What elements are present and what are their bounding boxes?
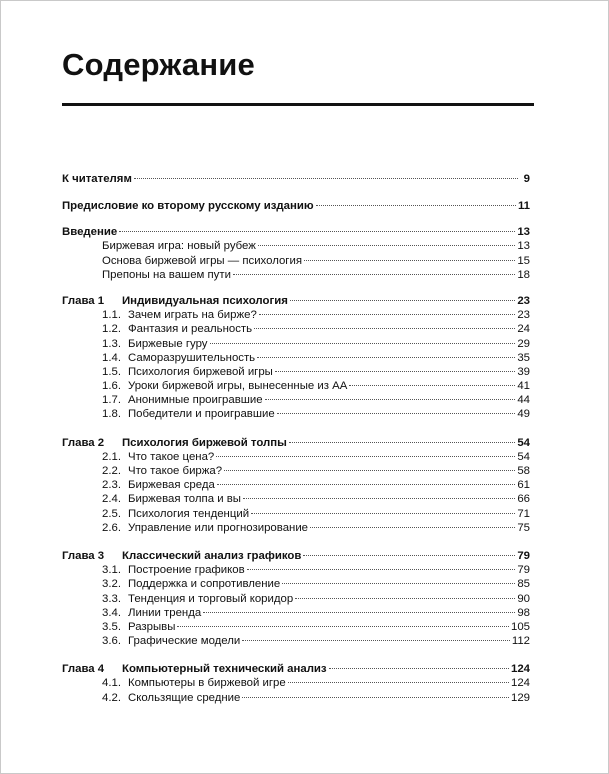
section-number: 3.1. — [102, 564, 121, 577]
dot-leader — [224, 469, 515, 471]
section-number: 1.5. — [102, 365, 121, 378]
toc-entry-page: 124 — [510, 677, 530, 690]
title-rule — [62, 103, 534, 106]
section-number: 3.3. — [102, 592, 121, 605]
toc-entry-label: Фантазия и реальность — [128, 323, 253, 336]
toc-entry-label: Управление или прогнозирование — [128, 521, 309, 534]
dot-leader — [242, 696, 509, 698]
toc-chapter-1[interactable] — [62, 294, 530, 308]
toc-chapter-4[interactable] — [62, 662, 530, 676]
section-number: 4.2. — [102, 691, 121, 704]
toc-entry-label: Компьютеры в биржевой игре — [128, 677, 286, 690]
dot-leader — [277, 412, 516, 414]
section-number: 2.4. — [102, 493, 121, 506]
toc-entry-page: 39 — [517, 365, 530, 378]
section-number: 2.2. — [102, 465, 121, 477]
dot-leader — [247, 568, 516, 570]
toc-subentry[interactable] — [62, 507, 530, 521]
toc-entry-label: Биржевая среда — [128, 479, 215, 492]
toc-entry-page: 90 — [517, 592, 530, 605]
dot-leader — [210, 342, 516, 344]
toc-entry-page: 85 — [517, 578, 530, 591]
dot-leader — [349, 384, 515, 386]
toc-entry-label: Зачем играть на бирже? — [128, 309, 257, 322]
table-of-contents — [62, 172, 530, 705]
dot-leader — [203, 611, 515, 613]
toc-subentry[interactable] — [62, 577, 530, 591]
toc-entry-preface[interactable] — [62, 199, 530, 213]
dot-leader — [254, 327, 515, 329]
toc-subentry[interactable] — [62, 592, 530, 606]
toc-entry-page: 13 — [517, 240, 530, 253]
toc-entry-label: Введение — [62, 226, 118, 239]
toc-entry-label: Классический анализ графиков — [122, 549, 302, 562]
toc-subentry[interactable] — [62, 268, 530, 282]
toc-entry-page: 79 — [517, 549, 530, 562]
dot-leader — [289, 441, 515, 443]
dot-leader — [310, 526, 515, 528]
dot-leader — [288, 681, 509, 683]
dot-leader — [216, 455, 515, 457]
toc-entry-page: 79 — [517, 564, 530, 577]
toc-entry-label: К читателям — [62, 173, 132, 185]
toc-subentry[interactable] — [62, 620, 530, 634]
toc-subentry[interactable] — [62, 492, 530, 506]
dot-leader — [282, 582, 515, 584]
toc-entry-page: 35 — [517, 351, 530, 364]
toc-entry-page: 44 — [517, 394, 530, 407]
toc-entry-page: 29 — [517, 337, 530, 350]
toc-entry-label: Биржевая игра: новый рубеж — [102, 240, 256, 253]
toc-subentry[interactable] — [62, 407, 530, 421]
toc-entry-page: 105 — [510, 620, 530, 633]
section-number: 3.6. — [102, 635, 121, 648]
section-number: 1.7. — [102, 394, 121, 407]
dot-leader — [134, 177, 518, 179]
toc-entry-label: Биржевая толпа и вы — [128, 493, 241, 506]
toc-entry-label: Саморазрушительность — [128, 351, 256, 364]
toc-entry-page: 24 — [517, 323, 530, 336]
toc-entry-label: Психология биржевой игры — [128, 365, 273, 378]
toc-chapter-2[interactable] — [62, 436, 530, 450]
section-number: 3.2. — [102, 578, 121, 591]
toc-entry-label: Уроки биржевой игры, вынесенные из АА — [128, 380, 348, 393]
toc-entry-page: 41 — [517, 380, 530, 393]
toc-entry-page: 13 — [517, 226, 530, 239]
section-number: 3.4. — [102, 606, 121, 619]
toc-subentry[interactable] — [62, 676, 530, 690]
dot-leader — [258, 244, 515, 246]
dot-leader — [119, 230, 515, 232]
toc-subentry[interactable] — [62, 379, 530, 393]
toc-entry-page: 9 — [523, 173, 530, 185]
dot-leader — [295, 597, 515, 599]
toc-entry-label: Линии тренда — [128, 606, 202, 619]
toc-subentry[interactable] — [62, 308, 530, 322]
toc-entry-page: 18 — [517, 268, 530, 281]
toc-entry-label: Поддержка и сопротивление — [128, 578, 281, 591]
toc-entry-page: 15 — [517, 254, 530, 267]
toc-subentry[interactable] — [62, 464, 530, 478]
toc-subentry[interactable] — [62, 634, 530, 648]
toc-entry-label: Анонимные проигравшие — [128, 394, 263, 407]
dot-leader — [265, 398, 516, 400]
toc-entry-label: Что такое биржа? — [128, 465, 223, 477]
toc-entry-page: 124 — [510, 663, 530, 676]
toc-entry-label: Графические модели — [128, 635, 241, 648]
toc-subentry[interactable] — [62, 239, 530, 253]
toc-entry-page: 129 — [510, 691, 530, 704]
toc-subentry[interactable] — [62, 478, 530, 492]
toc-entry-label: Компьютерный технический анализ — [122, 663, 327, 676]
toc-entry-page: 54 — [517, 436, 530, 449]
toc-entry-label: Биржевые гуру — [128, 337, 208, 350]
toc-subentry[interactable] — [62, 606, 530, 620]
section-number: 2.1. — [102, 450, 121, 463]
dot-leader — [177, 625, 509, 627]
dot-leader — [303, 554, 515, 556]
section-number: 4.1. — [102, 677, 121, 690]
toc-entry-intro[interactable] — [62, 225, 530, 239]
toc-entry-page: 58 — [517, 465, 530, 477]
toc-entry-page: 49 — [517, 408, 530, 421]
chapter-number: Глава 3 — [62, 549, 105, 562]
section-number: 1.8. — [102, 408, 121, 421]
section-number: 1.2. — [102, 323, 121, 336]
toc-entry-label: Что такое цена? — [128, 450, 215, 463]
toc-entry-readers[interactable] — [62, 172, 530, 187]
toc-entry-page: 71 — [517, 507, 530, 520]
toc-entry-page: 112 — [511, 635, 530, 648]
toc-entry-label: Основа биржевой игры — психология — [102, 254, 302, 267]
dot-leader — [259, 313, 516, 315]
toc-entry-page: 66 — [517, 493, 530, 506]
toc-entry-page: 54 — [517, 450, 530, 463]
toc-entry-label: Индивидуальная психология — [122, 294, 288, 307]
toc-entry-label: Победители и проигравшие — [128, 408, 275, 421]
dot-leader — [290, 299, 515, 301]
toc-entry-label: Построение графиков — [128, 564, 245, 577]
toc-subentry[interactable] — [62, 351, 530, 365]
chapter-number: Глава 4 — [62, 663, 105, 676]
toc-entry-label: Скользящие средние — [128, 691, 241, 704]
toc-entry-label: Психология биржевой толпы — [122, 436, 287, 449]
page-title: Содержание — [62, 47, 255, 82]
section-number: 2.6. — [102, 521, 121, 534]
dot-leader — [329, 667, 509, 669]
section-number: 1.4. — [102, 351, 121, 364]
section-number: 2.5. — [102, 507, 121, 520]
toc-entry-label: Предисловие ко второму русскому изданию — [62, 200, 314, 212]
dot-leader — [316, 204, 516, 206]
chapter-number: Глава 2 — [62, 436, 105, 449]
toc-subentry[interactable] — [62, 521, 530, 535]
toc-subentry[interactable] — [62, 322, 530, 336]
toc-entry-page: 23 — [517, 294, 530, 307]
dot-leader — [275, 370, 515, 372]
toc-subentry[interactable] — [62, 691, 530, 705]
toc-entry-page: 23 — [517, 309, 530, 322]
toc-entry-label: Разрывы — [128, 620, 176, 633]
toc-entry-page: 61 — [517, 479, 530, 492]
toc-subentry[interactable] — [62, 563, 530, 577]
toc-entry-page: 98 — [517, 606, 530, 619]
section-number: 2.3. — [102, 479, 121, 492]
toc-entry-label: Препоны на вашем пути — [102, 268, 231, 281]
toc-entry-label: Психология тенденций — [128, 507, 250, 520]
toc-subentry[interactable] — [62, 337, 530, 351]
toc-subentry[interactable] — [62, 254, 530, 268]
toc-subentry[interactable] — [62, 365, 530, 379]
section-number: 1.1. — [102, 309, 121, 322]
dot-leader — [243, 497, 515, 499]
toc-subentry[interactable] — [62, 393, 530, 407]
toc-chapter-3[interactable] — [62, 549, 530, 563]
dot-leader — [251, 512, 515, 514]
dot-leader — [242, 639, 510, 641]
chapter-number: Глава 1 — [62, 294, 105, 307]
section-number: 3.5. — [102, 620, 121, 633]
toc-entry-label: Тенденция и торговый коридор — [128, 592, 294, 605]
dot-leader — [304, 259, 515, 261]
dot-leader — [257, 356, 515, 358]
toc-entry-page: 75 — [517, 521, 530, 534]
dot-leader — [233, 273, 515, 275]
toc-subentry[interactable] — [62, 450, 530, 464]
toc-entry-page: 11 — [517, 200, 530, 212]
dot-leader — [217, 483, 516, 485]
section-number: 1.3. — [102, 337, 121, 350]
section-number: 1.6. — [102, 380, 121, 393]
